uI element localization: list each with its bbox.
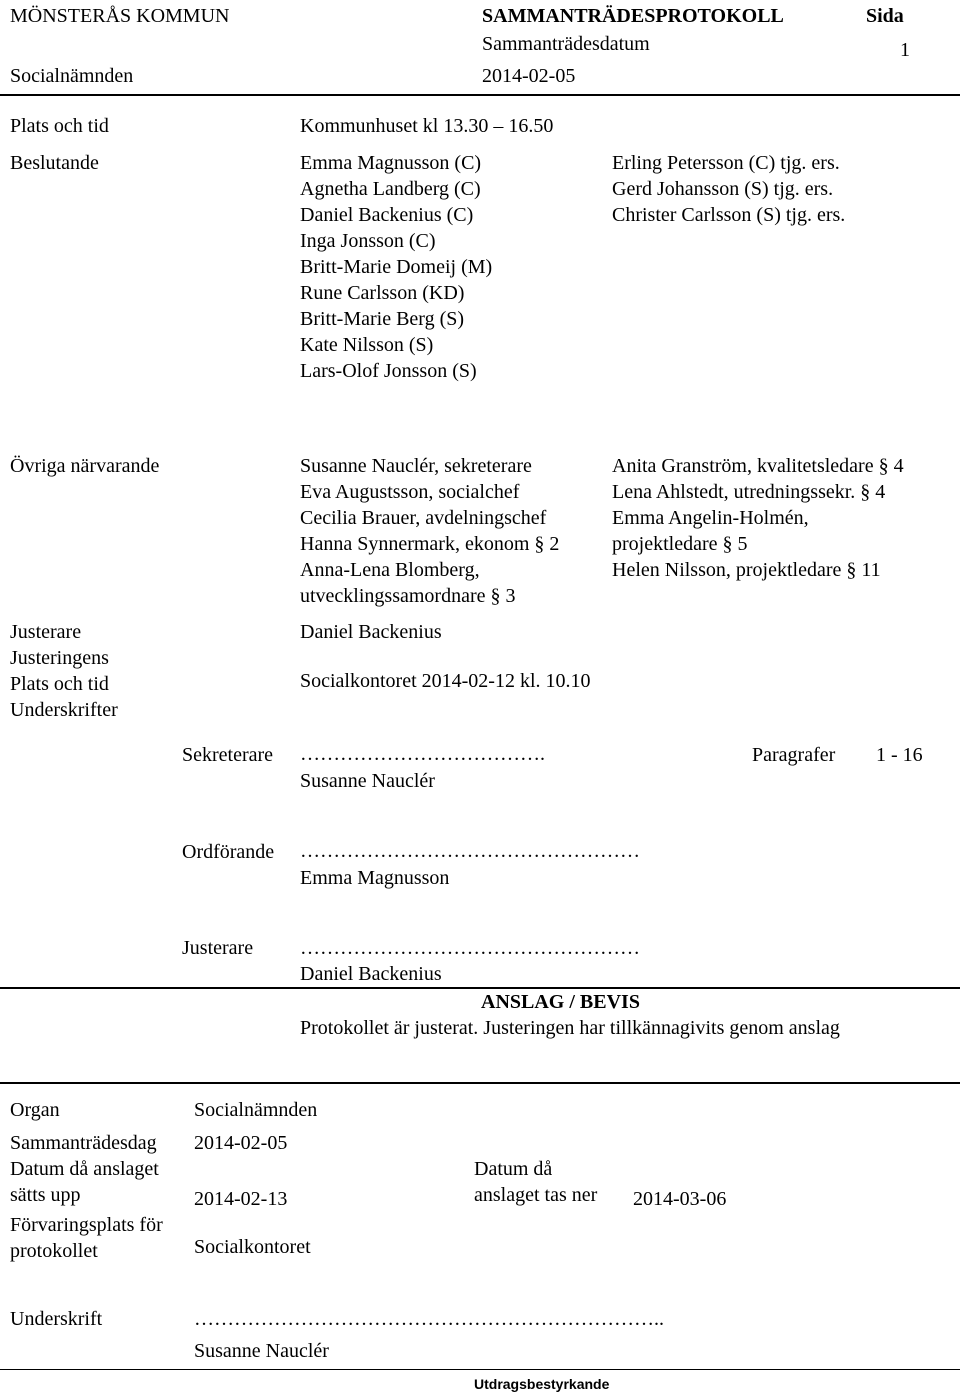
other-attendee: Cecilia Brauer, avdelningschef xyxy=(300,507,547,529)
posted-date-value: 2014-02-13 xyxy=(194,1188,288,1210)
meeting-day-value: 2014-02-05 xyxy=(194,1132,288,1154)
chair-label: Ordförande xyxy=(182,841,275,863)
deciding-member: Lars-Olof Jonsson (S) xyxy=(300,360,477,382)
other-attendee: Hanna Synnermark, ekonom § 2 xyxy=(300,533,560,555)
other-attendee: Anna-Lena Blomberg, xyxy=(300,559,480,581)
posted-date-label-cont: sätts upp xyxy=(10,1184,81,1206)
header-divider xyxy=(0,94,960,96)
other-attendee: Susanne Nauclér, sekreterare xyxy=(300,455,532,477)
other-attendee: Lena Ahlstedt, utredningssekr. § 4 xyxy=(612,481,886,503)
other-attendee: Helen Nilsson, projektledare § 11 xyxy=(612,559,881,581)
removed-date-label-cont: anslaget tas ner xyxy=(474,1184,598,1206)
deciding-label: Beslutande xyxy=(10,152,99,174)
deciding-member: Inga Jonsson (C) xyxy=(300,230,436,252)
storage-label: Förvaringsplats för xyxy=(10,1214,163,1236)
deciding-member: Kate Nilsson (S) xyxy=(300,334,434,356)
adjuster-name: Daniel Backenius xyxy=(300,963,442,985)
signatures-label: Underskrifter xyxy=(10,699,118,721)
other-attendee: Emma Angelin-Holmén, xyxy=(612,507,809,529)
adjustment-place-label: Plats och tid xyxy=(10,673,109,695)
other-attendee: projektledare § 5 xyxy=(612,533,748,555)
notice-title: ANSLAG / BEVIS xyxy=(481,991,640,1013)
others-present-label: Övriga närvarande xyxy=(10,455,160,477)
date-label: Sammanträdesdatum xyxy=(482,33,650,55)
posting-signature-line: …………………………………………………………….. xyxy=(194,1308,664,1330)
secretary-signature-line: ………………………………. xyxy=(300,743,545,765)
meeting-day-label: Sammanträdesdag xyxy=(10,1132,157,1154)
substitute-member: Erling Petersson (C) tjg. ers. xyxy=(612,152,840,174)
committee-name: Socialnämnden xyxy=(10,65,134,87)
adjuster-signature-line: …………………………………………… xyxy=(300,937,640,959)
adjuster-label: Justerare xyxy=(10,621,82,643)
paragraphs-value: 1 - 16 xyxy=(876,744,923,766)
place-value: Kommunhuset kl 13.30 – 16.50 xyxy=(300,115,554,137)
removed-date-label: Datum då xyxy=(474,1158,553,1180)
deciding-member: Britt-Marie Domeij (M) xyxy=(300,256,493,278)
organ-label: Organ xyxy=(10,1099,60,1121)
posted-date-label: Datum då anslaget xyxy=(10,1158,159,1180)
posting-signer-name: Susanne Nauclér xyxy=(194,1340,329,1362)
meeting-date: 2014-02-05 xyxy=(482,65,576,87)
deciding-member: Daniel Backenius (C) xyxy=(300,204,474,226)
document-type: SAMMANTRÄDESPROTOKOLL xyxy=(482,5,784,27)
signature-label: Underskrift xyxy=(10,1308,103,1330)
deciding-member: Agnetha Landberg (C) xyxy=(300,178,481,200)
chair-signature-line: …………………………………………… xyxy=(300,840,640,862)
organization-name: MÖNSTERÅS KOMMUN xyxy=(10,5,230,27)
notice-divider xyxy=(0,987,960,989)
adjustment-label: Justeringens xyxy=(10,647,109,669)
secretary-label: Sekreterare xyxy=(182,744,274,766)
secretary-name: Susanne Nauclér xyxy=(300,770,435,792)
substitute-member: Christer Carlsson (S) tjg. ers. xyxy=(612,204,846,226)
storage-value: Socialkontoret xyxy=(194,1236,311,1258)
organ-value: Socialnämnden xyxy=(194,1099,318,1121)
substitute-member: Gerd Johansson (S) tjg. ers. xyxy=(612,178,834,200)
chair-name: Emma Magnusson xyxy=(300,867,450,889)
page-number: 1 xyxy=(900,39,910,61)
posting-divider xyxy=(0,1082,960,1084)
deciding-member: Emma Magnusson (C) xyxy=(300,152,482,174)
deciding-member: Britt-Marie Berg (S) xyxy=(300,308,465,330)
footer-text: Utdragsbestyrkande xyxy=(474,1376,610,1392)
other-attendee: utvecklingssamordnare § 3 xyxy=(300,585,516,607)
removed-date-value: 2014-03-06 xyxy=(633,1188,727,1210)
adjuster-signature-label: Justerare xyxy=(182,937,254,959)
adjustment-place-value: Socialkontoret 2014-02-12 kl. 10.10 xyxy=(300,670,591,692)
storage-label-cont: protokollet xyxy=(10,1240,98,1262)
paragraphs-label: Paragrafer xyxy=(752,744,836,766)
deciding-member: Rune Carlsson (KD) xyxy=(300,282,465,304)
place-label: Plats och tid xyxy=(10,115,109,137)
footer-divider xyxy=(0,1369,960,1370)
other-attendee: Eva Augustsson, socialchef xyxy=(300,481,520,503)
page-label: Sida xyxy=(866,5,904,27)
adjuster-value: Daniel Backenius xyxy=(300,621,442,643)
other-attendee: Anita Granström, kvalitetsledare § 4 xyxy=(612,455,904,477)
notice-text: Protokollet är justerat. Justeringen har tillkännagivits genom anslag xyxy=(300,1017,840,1039)
